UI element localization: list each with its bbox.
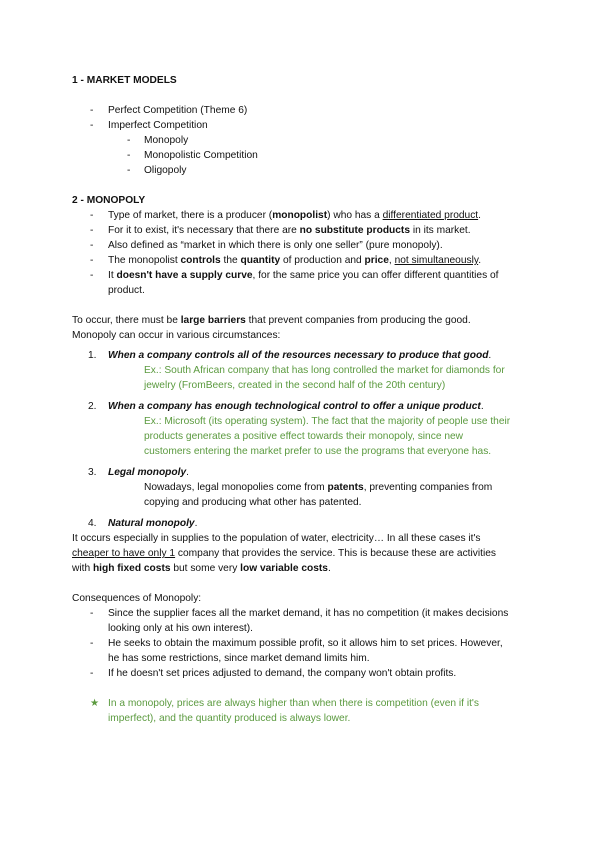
- list-item: - Imperfect Competition: [72, 118, 512, 133]
- barriers-paragraph: To occur, there must be large barriers that prevent companies from producing the good. Monopoly can occur in various circumstances:: [72, 315, 471, 341]
- list-item: - If he doesn't set prices adjusted to demand, the company won't obtain profits.: [72, 666, 512, 681]
- list-item: - Also defined as “market in which there is only one seller” (pure monopoly).: [72, 238, 512, 253]
- section-2-title: 2 - MONOPOLY: [72, 195, 146, 206]
- consequences-heading: Consequences of Monopoly:: [72, 593, 202, 604]
- list-item: - For it to exist, it's necessary that there are no substitute products in its market.: [72, 223, 512, 238]
- monopoly-definition-list: [72, 208, 512, 298]
- section-1-title: 1 - MARKET MODELS: [72, 75, 177, 86]
- case-example: Ex.: South African company that has long controlled the market for diamonds for jewelry (FromBeers, created in the second half of the 20th century): [144, 365, 505, 391]
- key-note-text: In a monopoly, prices are always higher than when there is competition (even if it's imperfect), and the quantity produced is always lower.: [108, 698, 479, 724]
- list-item: - Type of market, there is a producer (monopolist) who has a differentiated product.: [72, 208, 512, 223]
- case-note: Nowadays, legal monopolies come from patents, preventing companies from copying and producing what other has patented.: [144, 482, 493, 508]
- list-item: - Monopolistic Competition: [72, 148, 512, 163]
- list-item: - Perfect Competition (Theme 6): [72, 103, 512, 118]
- key-note: [72, 696, 512, 726]
- list-item: - Oligopoly: [72, 163, 512, 178]
- consequences-list: [72, 606, 512, 681]
- case-item: 1. When a company controls all of the resources necessary to produce that good. Ex.: South African company that has long controlled the market for diamonds for jewelry (FromBeers, created in the second half of the 20th century): [72, 348, 512, 393]
- case-item: 2. When a company has enough technological control to offer a unique product. Ex.: Microsoft (its operating system). The fact that the majority of people use their products generates a positive effect towards their monopoly, since new customers entering the market prefer to use the programs that everyone has.: [88, 401, 511, 457]
- list-item: - Monopoly: [72, 133, 512, 148]
- list-item: - Since the supplier faces all the market demand, it has no competition (it makes decisions looking only at his own interest).: [72, 606, 512, 636]
- imperfect-competition-sublist: [72, 133, 512, 178]
- star-icon: ★: [90, 698, 100, 709]
- list-item: - The monopolist controls the quantity of production and price, not simultaneously.: [72, 253, 512, 268]
- list-item: - It doesn't have a supply curve, for the same price you can offer different quantities of product.: [72, 268, 512, 298]
- natural-monopoly-paragraph: It occurs especially in supplies to the population of water, electricity… In all these cases it's cheaper to have only 1 company that provides the service. This is because these are activities with high fixed costs but some very low variable costs.: [72, 533, 496, 574]
- case-example: Ex.: Microsoft (its operating system). The fact that the majority of people use their products generates a positive effect towards their monopoly, since new customers entering the market prefer to use the programs that everyone has.: [144, 416, 511, 457]
- list-item: - He seeks to obtain the maximum possible profit, so it allows him to set prices. However, he has some restrictions, since market demand limits him.: [72, 636, 512, 666]
- case-item: 4. Natural monopoly.: [88, 518, 198, 529]
- market-models-list: [72, 103, 512, 133]
- monopoly-cases-list: [72, 348, 512, 531]
- case-item: 3. Legal monopoly. Nowadays, legal monopolies come from patents, preventing companies from copying and producing what other has patented.: [72, 465, 512, 510]
